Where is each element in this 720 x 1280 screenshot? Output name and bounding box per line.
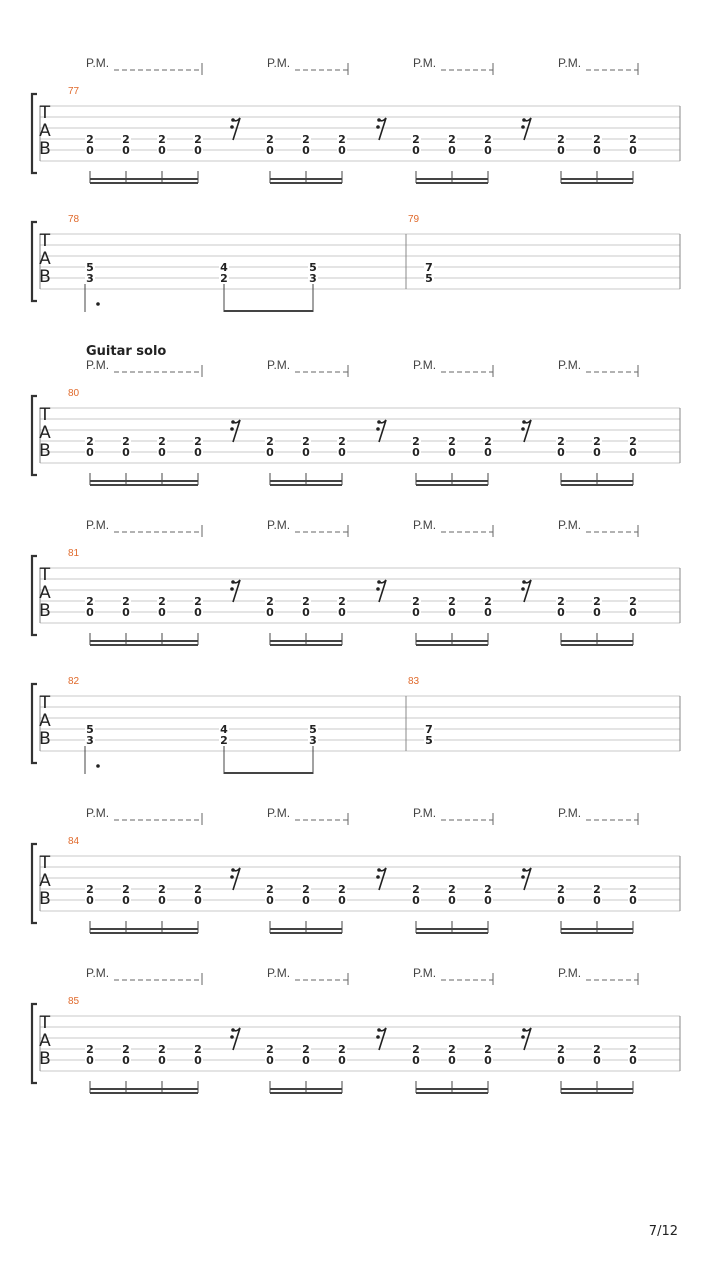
fret-number: 0 xyxy=(557,1054,565,1067)
fret-number: 0 xyxy=(302,1054,310,1067)
fret-number: 0 xyxy=(448,1054,456,1067)
fret-number: 2 xyxy=(448,595,456,608)
page-number: 7/12 xyxy=(648,1224,678,1239)
fret-number: 0 xyxy=(338,446,346,459)
palm-mute-label: P.M. xyxy=(86,358,110,372)
tab-clef-letter: B xyxy=(39,1049,51,1069)
staff-bracket xyxy=(32,1004,37,1083)
fret-number: 0 xyxy=(122,446,130,459)
fret-number: 3 xyxy=(309,272,317,285)
tab-clef-letter: T xyxy=(39,565,51,585)
fret-number: 2 xyxy=(302,1043,310,1056)
fret-number: 0 xyxy=(338,606,346,619)
fret-number: 2 xyxy=(629,595,637,608)
tab-clef-letter: B xyxy=(39,601,51,621)
rest-dot xyxy=(376,587,380,591)
tab-clef-letter: T xyxy=(39,231,51,251)
rest-dot xyxy=(376,875,380,879)
measure-number: 83 xyxy=(408,676,420,687)
fret-number: 0 xyxy=(629,446,637,459)
fret-number: 0 xyxy=(158,606,166,619)
fret-number: 0 xyxy=(194,144,202,157)
measure-number: 78 xyxy=(68,214,80,225)
tab-clef-letter: A xyxy=(39,1031,51,1051)
fret-number: 0 xyxy=(86,606,94,619)
fret-number: 2 xyxy=(338,1043,346,1056)
rest-dot xyxy=(521,1035,525,1039)
fret-number: 5 xyxy=(425,272,433,285)
fret-number: 2 xyxy=(412,883,420,896)
rest-dot xyxy=(521,875,525,879)
rest-dot xyxy=(230,125,234,129)
fret-number: 2 xyxy=(629,133,637,146)
fret-number: 0 xyxy=(629,1054,637,1067)
fret-number: 0 xyxy=(557,446,565,459)
palm-mute-label: P.M. xyxy=(267,518,291,532)
fret-number: 0 xyxy=(266,606,274,619)
fret-number: 2 xyxy=(448,883,456,896)
fret-number: 0 xyxy=(122,144,130,157)
fret-number: 0 xyxy=(448,144,456,157)
fret-number: 0 xyxy=(302,144,310,157)
fret-number: 2 xyxy=(557,595,565,608)
fret-number: 2 xyxy=(122,595,130,608)
tab-clef-letter: A xyxy=(39,871,51,891)
fret-number: 2 xyxy=(194,1043,202,1056)
palm-mute-label: P.M. xyxy=(86,966,110,980)
fret-number: 2 xyxy=(194,435,202,448)
fret-number: 0 xyxy=(484,446,492,459)
fret-number: 2 xyxy=(338,595,346,608)
fret-number: 0 xyxy=(122,606,130,619)
rest-dot xyxy=(230,427,234,431)
tab-clef-letter: A xyxy=(39,249,51,269)
fret-number: 0 xyxy=(122,894,130,907)
fret-number: 0 xyxy=(448,894,456,907)
fret-number: 2 xyxy=(266,883,274,896)
fret-number: 0 xyxy=(338,144,346,157)
tab-system xyxy=(32,56,680,183)
fret-number: 2 xyxy=(593,883,601,896)
fret-number: 2 xyxy=(338,133,346,146)
fret-number: 2 xyxy=(158,133,166,146)
fret-number: 2 xyxy=(220,272,228,285)
fret-number: 2 xyxy=(266,1043,274,1056)
fret-number: 5 xyxy=(309,723,317,736)
fret-number: 2 xyxy=(593,435,601,448)
staff-bracket xyxy=(32,556,37,635)
rest-dot xyxy=(230,1035,234,1039)
palm-mute-label: P.M. xyxy=(558,806,582,820)
tab-clef-letter: A xyxy=(39,583,51,603)
rest-dot xyxy=(230,875,234,879)
fret-number: 0 xyxy=(266,1054,274,1067)
fret-number: 0 xyxy=(593,1054,601,1067)
fret-number: 0 xyxy=(448,606,456,619)
fret-number: 0 xyxy=(86,144,94,157)
rest-dot xyxy=(522,868,526,872)
fret-number: 2 xyxy=(86,883,94,896)
staff-bracket xyxy=(32,844,37,923)
fret-number: 2 xyxy=(412,595,420,608)
fret-number: 5 xyxy=(86,723,94,736)
fret-number: 0 xyxy=(302,446,310,459)
dot xyxy=(96,302,100,306)
tab-clef-letter: T xyxy=(39,405,51,425)
fret-number: 2 xyxy=(266,133,274,146)
fret-number: 0 xyxy=(629,606,637,619)
fret-number: 2 xyxy=(158,1043,166,1056)
tab-system xyxy=(32,518,680,645)
palm-mute-label: P.M. xyxy=(267,56,291,70)
palm-mute-label: P.M. xyxy=(267,806,291,820)
fret-number: 2 xyxy=(629,883,637,896)
palm-mute-label: P.M. xyxy=(413,806,437,820)
fret-number: 0 xyxy=(194,1054,202,1067)
palm-mute-label: P.M. xyxy=(413,358,437,372)
fret-number: 7 xyxy=(425,723,433,736)
fret-number: 2 xyxy=(194,595,202,608)
rest-dot xyxy=(521,125,525,129)
fret-number: 0 xyxy=(629,894,637,907)
tab-clef-letter: B xyxy=(39,889,51,909)
fret-number: 2 xyxy=(122,133,130,146)
fret-number: 2 xyxy=(122,883,130,896)
fret-number: 2 xyxy=(86,1043,94,1056)
fret-number: 0 xyxy=(194,894,202,907)
fret-number: 0 xyxy=(338,894,346,907)
fret-number: 0 xyxy=(593,894,601,907)
palm-mute-label: P.M. xyxy=(558,358,582,372)
fret-number: 2 xyxy=(122,1043,130,1056)
fret-number: 0 xyxy=(629,144,637,157)
tab-clef-letter: B xyxy=(39,441,51,461)
fret-number: 0 xyxy=(412,606,420,619)
fret-number: 7 xyxy=(425,261,433,274)
tab-system xyxy=(32,966,680,1093)
fret-number: 2 xyxy=(593,595,601,608)
fret-number: 2 xyxy=(484,133,492,146)
rest-dot xyxy=(376,125,380,129)
fret-number: 5 xyxy=(86,261,94,274)
fret-number: 0 xyxy=(266,144,274,157)
fret-number: 2 xyxy=(86,595,94,608)
fret-number: 0 xyxy=(484,1054,492,1067)
fret-number: 0 xyxy=(302,894,310,907)
fret-number: 2 xyxy=(557,133,565,146)
fret-number: 2 xyxy=(302,883,310,896)
fret-number: 2 xyxy=(448,1043,456,1056)
rest-dot xyxy=(377,1028,381,1032)
fret-number: 2 xyxy=(220,734,228,747)
fret-number: 2 xyxy=(158,435,166,448)
palm-mute-label: P.M. xyxy=(413,518,437,532)
fret-number: 2 xyxy=(194,883,202,896)
fret-number: 0 xyxy=(122,1054,130,1067)
fret-number: 0 xyxy=(158,1054,166,1067)
tab-clef-letter: A xyxy=(39,423,51,443)
fret-number: 2 xyxy=(302,435,310,448)
fret-number: 0 xyxy=(86,446,94,459)
fret-number: 2 xyxy=(122,435,130,448)
fret-number: 2 xyxy=(338,883,346,896)
fret-number: 2 xyxy=(302,133,310,146)
tab-clef-letter: B xyxy=(39,267,51,287)
fret-number: 2 xyxy=(484,883,492,896)
fret-number: 0 xyxy=(448,446,456,459)
fret-number: 0 xyxy=(557,606,565,619)
tab-clef-letter: B xyxy=(39,729,51,749)
fret-number: 2 xyxy=(412,1043,420,1056)
rest-dot xyxy=(231,420,235,424)
fret-number: 2 xyxy=(448,435,456,448)
rest-dot xyxy=(377,118,381,122)
tab-clef-letter: A xyxy=(39,711,51,731)
fret-number: 2 xyxy=(302,595,310,608)
fret-number: 2 xyxy=(557,883,565,896)
fret-number: 0 xyxy=(158,894,166,907)
section-title: Guitar solo xyxy=(86,344,167,359)
fret-number: 5 xyxy=(425,734,433,747)
fret-number: 0 xyxy=(593,606,601,619)
fret-number: 2 xyxy=(86,435,94,448)
fret-number: 0 xyxy=(484,606,492,619)
measure-number: 80 xyxy=(68,388,80,399)
tab-clef-letter: T xyxy=(39,103,51,123)
fret-number: 2 xyxy=(557,435,565,448)
staff-bracket xyxy=(32,94,37,173)
fret-number: 0 xyxy=(593,446,601,459)
fret-number: 3 xyxy=(86,272,94,285)
tab-clef-letter: A xyxy=(39,121,51,141)
palm-mute-label: P.M. xyxy=(558,56,582,70)
measure-number: 85 xyxy=(68,996,80,1007)
fret-number: 0 xyxy=(412,446,420,459)
palm-mute-label: P.M. xyxy=(558,966,582,980)
palm-mute-label: P.M. xyxy=(267,358,291,372)
fret-number: 0 xyxy=(412,144,420,157)
fret-number: 2 xyxy=(629,435,637,448)
fret-number: 3 xyxy=(309,734,317,747)
fret-number: 0 xyxy=(593,144,601,157)
fret-number: 2 xyxy=(158,883,166,896)
fret-number: 0 xyxy=(302,606,310,619)
rest-dot xyxy=(521,427,525,431)
rest-dot xyxy=(231,580,235,584)
fret-number: 0 xyxy=(338,1054,346,1067)
fret-number: 0 xyxy=(484,894,492,907)
tab-system xyxy=(32,676,680,774)
palm-mute-label: P.M. xyxy=(86,806,110,820)
fret-number: 4 xyxy=(220,261,228,274)
fret-number: 0 xyxy=(194,446,202,459)
fret-number: 2 xyxy=(484,595,492,608)
palm-mute-label: P.M. xyxy=(413,966,437,980)
fret-number: 0 xyxy=(266,446,274,459)
staff-bracket xyxy=(32,684,37,763)
fret-number: 2 xyxy=(86,133,94,146)
tab-system xyxy=(32,344,680,485)
fret-number: 2 xyxy=(557,1043,565,1056)
measure-number: 82 xyxy=(68,676,80,687)
fret-number: 2 xyxy=(338,435,346,448)
measure-number: 77 xyxy=(68,86,80,97)
fret-number: 0 xyxy=(557,144,565,157)
tab-system xyxy=(32,806,680,933)
rest-dot xyxy=(376,427,380,431)
measure-number: 79 xyxy=(408,214,420,225)
fret-number: 0 xyxy=(158,446,166,459)
palm-mute-label: P.M. xyxy=(86,56,110,70)
palm-mute-label: P.M. xyxy=(413,56,437,70)
tab-clef-letter: T xyxy=(39,1013,51,1033)
rest-dot xyxy=(231,868,235,872)
fret-number: 2 xyxy=(484,1043,492,1056)
rest-dot xyxy=(522,118,526,122)
measure-number: 84 xyxy=(68,836,80,847)
fret-number: 2 xyxy=(266,595,274,608)
fret-number: 2 xyxy=(593,133,601,146)
tab-clef-letter: B xyxy=(39,139,51,159)
rest-dot xyxy=(521,587,525,591)
fret-number: 5 xyxy=(309,261,317,274)
staff-bracket xyxy=(32,222,37,301)
fret-number: 2 xyxy=(484,435,492,448)
rest-dot xyxy=(377,868,381,872)
rest-dot xyxy=(230,587,234,591)
fret-number: 0 xyxy=(194,606,202,619)
rest-dot xyxy=(376,1035,380,1039)
rest-dot xyxy=(231,1028,235,1032)
staff-bracket xyxy=(32,396,37,475)
tab-clef-letter: T xyxy=(39,693,51,713)
fret-number: 0 xyxy=(557,894,565,907)
fret-number: 0 xyxy=(86,1054,94,1067)
fret-number: 2 xyxy=(266,435,274,448)
fret-number: 0 xyxy=(484,144,492,157)
rest-dot xyxy=(377,580,381,584)
fret-number: 0 xyxy=(158,144,166,157)
rest-dot xyxy=(522,420,526,424)
rest-dot xyxy=(522,1028,526,1032)
fret-number: 4 xyxy=(220,723,228,736)
palm-mute-label: P.M. xyxy=(86,518,110,532)
rest-dot xyxy=(377,420,381,424)
rest-dot xyxy=(522,580,526,584)
fret-number: 0 xyxy=(412,1054,420,1067)
tab-system xyxy=(32,214,680,312)
fret-number: 2 xyxy=(593,1043,601,1056)
measure-number: 81 xyxy=(68,548,80,559)
dot xyxy=(96,764,100,768)
fret-number: 2 xyxy=(448,133,456,146)
fret-number: 2 xyxy=(412,435,420,448)
fret-number: 0 xyxy=(86,894,94,907)
fret-number: 2 xyxy=(194,133,202,146)
fret-number: 2 xyxy=(629,1043,637,1056)
fret-number: 3 xyxy=(86,734,94,747)
palm-mute-label: P.M. xyxy=(558,518,582,532)
palm-mute-label: P.M. xyxy=(267,966,291,980)
tab-clef-letter: T xyxy=(39,853,51,873)
fret-number: 0 xyxy=(266,894,274,907)
fret-number: 0 xyxy=(412,894,420,907)
rest-dot xyxy=(231,118,235,122)
fret-number: 2 xyxy=(412,133,420,146)
fret-number: 2 xyxy=(158,595,166,608)
